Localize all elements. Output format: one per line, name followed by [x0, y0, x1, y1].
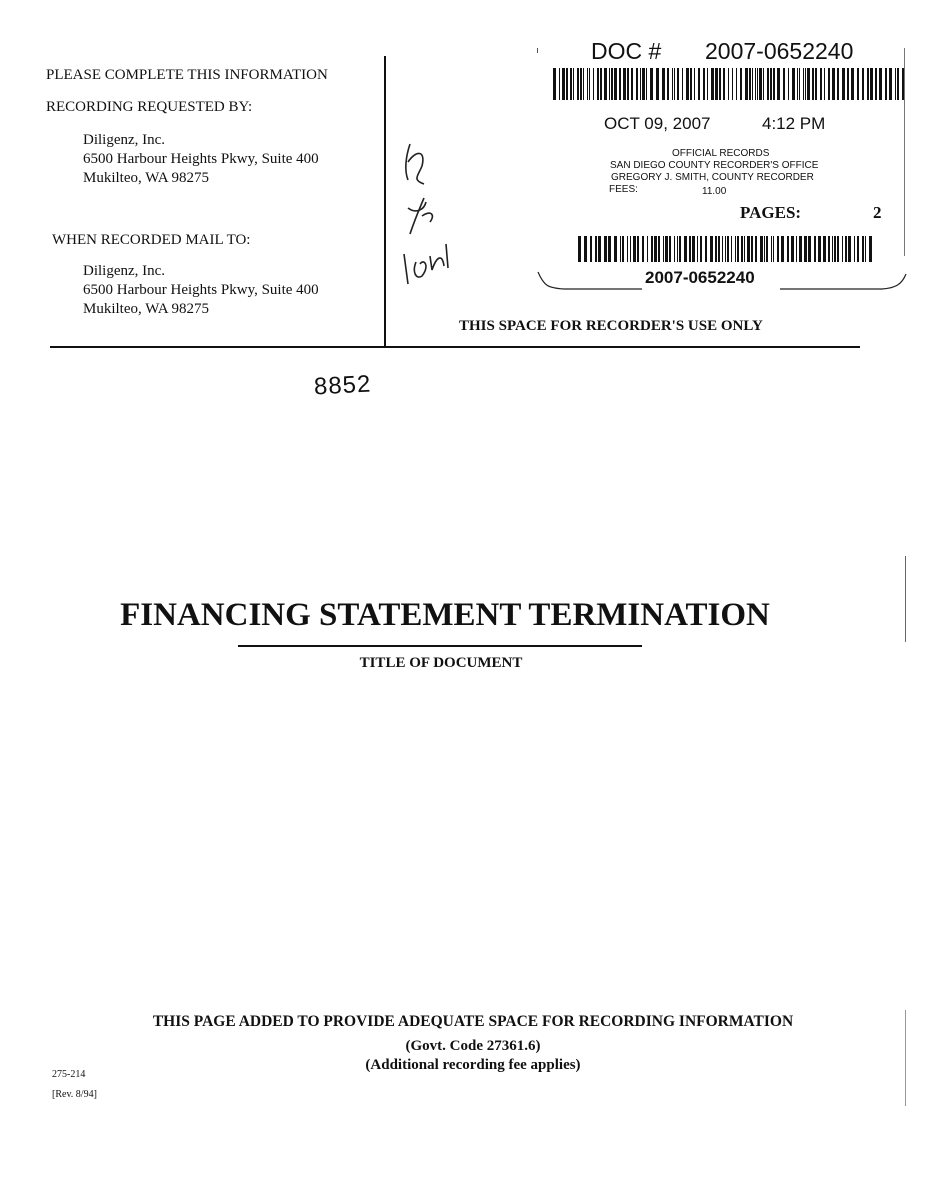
barcode-bar [857, 68, 859, 100]
barcode-bar [799, 236, 802, 262]
barcode-bar [562, 68, 565, 100]
barcode-bar [722, 236, 723, 262]
barcode-bar [828, 68, 830, 100]
header-vertical-divider [384, 56, 386, 348]
barcode-bar [611, 68, 613, 100]
barcode-bar [837, 236, 839, 262]
barcode-bar [674, 68, 675, 100]
barcode-bar [692, 236, 695, 262]
barcode-bar [593, 68, 594, 100]
barcode-bar [650, 68, 653, 100]
barcode-bottom [578, 236, 876, 262]
barcode-bar [787, 236, 789, 262]
barcode-bar [627, 236, 628, 262]
barcode-bar [622, 236, 624, 262]
barcode-bar [710, 236, 713, 262]
barcode-bar [766, 236, 768, 262]
barcode-bar [828, 236, 830, 262]
barcode-bar [595, 236, 597, 262]
official-records: OFFICIAL RECORDS [672, 148, 770, 159]
barcode-bar [749, 68, 751, 100]
barcode-bar [651, 236, 653, 262]
barcode-bar [727, 236, 729, 262]
footer-fee: (Additional recording fee applies) [365, 1057, 581, 1073]
barcode-bar [600, 68, 602, 100]
document-title: FINANCING STATEMENT TERMINATION [120, 597, 770, 633]
barcode-bar [679, 236, 681, 262]
barcode-bar [764, 236, 765, 262]
barcode-bar [686, 68, 689, 100]
barcode-bar [725, 236, 726, 262]
barcode-bar [885, 68, 887, 100]
mail-to-label: WHEN RECORDED MAIL TO: [52, 232, 251, 248]
barcode-bar [857, 236, 859, 262]
barcode-bar [553, 68, 556, 100]
barcode-bar [677, 68, 679, 100]
barcode-bar [735, 236, 736, 262]
barcode-bar [797, 68, 798, 100]
barcode-bar [658, 236, 660, 262]
barcode-bar [598, 236, 601, 262]
barcode-bar [584, 236, 587, 262]
barcode-bar [823, 236, 826, 262]
barcode-bar [667, 68, 669, 100]
barcode-bar [573, 68, 574, 100]
county-recorder: GREGORY J. SMITH, COUNTY RECORDER [611, 172, 814, 183]
barcode-bar [723, 68, 725, 100]
barcode-bar [834, 236, 836, 262]
barcode-bar [740, 68, 742, 100]
barcode-bar [815, 68, 817, 100]
barcode-bar [620, 236, 621, 262]
barcode-bar [875, 68, 877, 100]
handwritten-initials [396, 136, 466, 296]
barcode-bar [604, 236, 607, 262]
barcode-bar [757, 68, 758, 100]
recorder-office: SAN DIEGO COUNTY RECORDER'S OFFICE [610, 160, 819, 171]
barcode-bar [684, 236, 687, 262]
barcode-bar [662, 68, 665, 100]
barcode-bar [788, 68, 789, 100]
handwritten-number: 8852 [313, 370, 373, 401]
barcode-bar [669, 236, 671, 262]
barcode-bar [737, 236, 739, 262]
barcode-bar [700, 236, 702, 262]
barcode-bar [751, 236, 753, 262]
barcode-bar [777, 68, 780, 100]
mail-to-city: Mukilteo, WA 98275 [83, 301, 209, 317]
barcode-bar [803, 68, 804, 100]
barcode-bar [636, 68, 638, 100]
barcode-bar [633, 236, 636, 262]
barcode-bar [781, 236, 784, 262]
barcode-bar [589, 68, 590, 100]
barcode-bar [796, 236, 797, 262]
barcode-bar [719, 68, 721, 100]
stamp-right-edge [904, 48, 905, 256]
barcode-bar [672, 68, 673, 100]
barcode-bar [640, 68, 641, 100]
title-caption: TITLE OF DOCUMENT [359, 655, 523, 671]
barcode-bar [862, 236, 864, 262]
barcode-bar [654, 236, 657, 262]
barcode-bar [604, 68, 607, 100]
doc-number: 2007-0652240 [705, 38, 854, 64]
requested-by-city: Mukilteo, WA 98275 [83, 170, 209, 186]
barcode-bar [870, 68, 873, 100]
barcode-bar [824, 68, 825, 100]
footer-code: (Govt. Code 27361.6) [405, 1038, 541, 1054]
barcode-bar [637, 236, 639, 262]
mail-to-street: 6500 Harbour Heights Pkwy, Suite 400 [83, 282, 319, 298]
doc-number-label: DOC # [591, 38, 662, 64]
barcode-bar [614, 236, 617, 262]
barcode-bar [848, 236, 851, 262]
barcode-bar [814, 236, 816, 262]
fees-label: FEES: [609, 184, 638, 195]
form-number: 275-214 [52, 1069, 86, 1080]
barcode-bar [842, 236, 843, 262]
barcode-bar [879, 68, 882, 100]
barcode-bar [771, 236, 772, 262]
mail-to-name: Diligenz, Inc. [83, 263, 166, 279]
barcode-bar [805, 68, 806, 100]
barcode-bar [736, 68, 737, 100]
barcode-bar [694, 68, 695, 100]
barcode-bar [689, 236, 691, 262]
barcode-bar [731, 236, 732, 262]
title-underline [238, 645, 642, 647]
barcode-bar [745, 68, 748, 100]
barcode-bar [837, 68, 839, 100]
barcode-bar [690, 68, 692, 100]
barcode-bar [773, 236, 774, 262]
record-time: 4:12 PM [762, 114, 826, 133]
barcode-bar [759, 68, 762, 100]
barcode-bar [656, 68, 659, 100]
barcode-bar [791, 236, 794, 262]
record-date: OCT 09, 2007 [604, 114, 711, 133]
barcode-bar [767, 68, 769, 100]
barcode-bar [845, 236, 847, 262]
barcode-bar [705, 236, 707, 262]
requested-by-street: 6500 Harbour Heights Pkwy, Suite 400 [83, 151, 319, 167]
barcode-bar [580, 68, 582, 100]
barcode-bar [808, 236, 811, 262]
barcode-bar [608, 236, 611, 262]
barcode-bar [647, 236, 648, 262]
barcode-bar [792, 68, 795, 100]
barcode-bar [566, 68, 568, 100]
barcode-bar [804, 236, 807, 262]
barcode-bar [862, 68, 864, 100]
barcode-bar [799, 68, 800, 100]
scan-artifact-line [905, 556, 906, 642]
barcode-bar [703, 68, 705, 100]
barcode-bar [777, 236, 779, 262]
barcode-bar [847, 68, 849, 100]
barcode-bar [895, 68, 896, 100]
barcode-bar [707, 68, 708, 100]
barcode-bar [682, 68, 683, 100]
barcode-bar [744, 236, 745, 262]
barcode-bar [832, 236, 833, 262]
header-rule [50, 346, 860, 348]
barcode-bar [773, 68, 775, 100]
barcode-bar [677, 236, 678, 262]
barcode-bar [614, 68, 617, 100]
barcode-bar [630, 236, 631, 262]
barcode-bar [820, 68, 822, 100]
barcode-bar [897, 68, 899, 100]
barcode-bar [755, 236, 757, 262]
doc-number-bottom: 2007-0652240 [645, 268, 755, 287]
footer-notice: THIS PAGE ADDED TO PROVIDE ADEQUATE SPACE FOR RECORDING INFORMATION [152, 1013, 794, 1030]
barcode-bar [665, 236, 668, 262]
barcode-bar [698, 68, 700, 100]
fees-amount: 11.00 [702, 186, 727, 197]
requested-by-name: Diligenz, Inc. [83, 132, 166, 148]
barcode-bar [842, 68, 845, 100]
barcode-bar [570, 68, 572, 100]
barcode-bar [763, 68, 764, 100]
barcode-bar [867, 68, 869, 100]
instruction-text: PLEASE COMPLETE THIS INFORMATION [46, 67, 328, 83]
barcode-bar [865, 236, 866, 262]
barcode-bar [752, 68, 753, 100]
barcode-bar [627, 68, 629, 100]
barcode-bar [674, 236, 675, 262]
requested-by-label: RECORDING REQUESTED BY: [46, 99, 253, 115]
barcode-bar [755, 68, 756, 100]
form-revision: [Rev. 8/94] [52, 1089, 97, 1100]
barcode-bar [631, 68, 633, 100]
barcode-bar [697, 236, 698, 262]
barcode-bar [718, 236, 720, 262]
barcode-bar [623, 68, 626, 100]
barcode-bar [578, 236, 581, 262]
barcode-top [553, 68, 905, 100]
barcode-bar [770, 68, 772, 100]
barcode-bar [728, 68, 729, 100]
barcode-bar [715, 68, 718, 100]
barcode-bar [559, 68, 560, 100]
barcode-bar [869, 236, 872, 262]
recorder-use-only: THIS SPACE FOR RECORDER'S USE ONLY [459, 318, 763, 334]
pages-label: PAGES: [740, 203, 802, 222]
barcode-bar [818, 236, 821, 262]
barcode-bar [832, 68, 835, 100]
barcode-bar [889, 68, 892, 100]
pages-count: 2 [873, 203, 882, 222]
barcode-bar [577, 68, 579, 100]
barcode-bar [760, 236, 763, 262]
barcode-bar [807, 68, 810, 100]
barcode-bar [732, 68, 733, 100]
barcode-bar [711, 68, 714, 100]
barcode-bar [663, 236, 664, 262]
barcode-bar [619, 68, 621, 100]
barcode-bar [642, 236, 644, 262]
barcode-bar [783, 68, 785, 100]
barcode-bar [587, 68, 588, 100]
barcode-bar [642, 68, 645, 100]
barcode-bar [590, 236, 592, 262]
barcode-bar [646, 68, 647, 100]
barcode-bar [854, 236, 855, 262]
barcode-bar [747, 236, 750, 262]
barcode-bar [812, 68, 814, 100]
stamp-tick [537, 48, 538, 53]
barcode-bar [851, 68, 854, 100]
barcode-bar [741, 236, 743, 262]
barcode-bar [609, 68, 610, 100]
barcode-bar [597, 68, 599, 100]
barcode-bar [583, 68, 584, 100]
barcode-bar [715, 236, 717, 262]
